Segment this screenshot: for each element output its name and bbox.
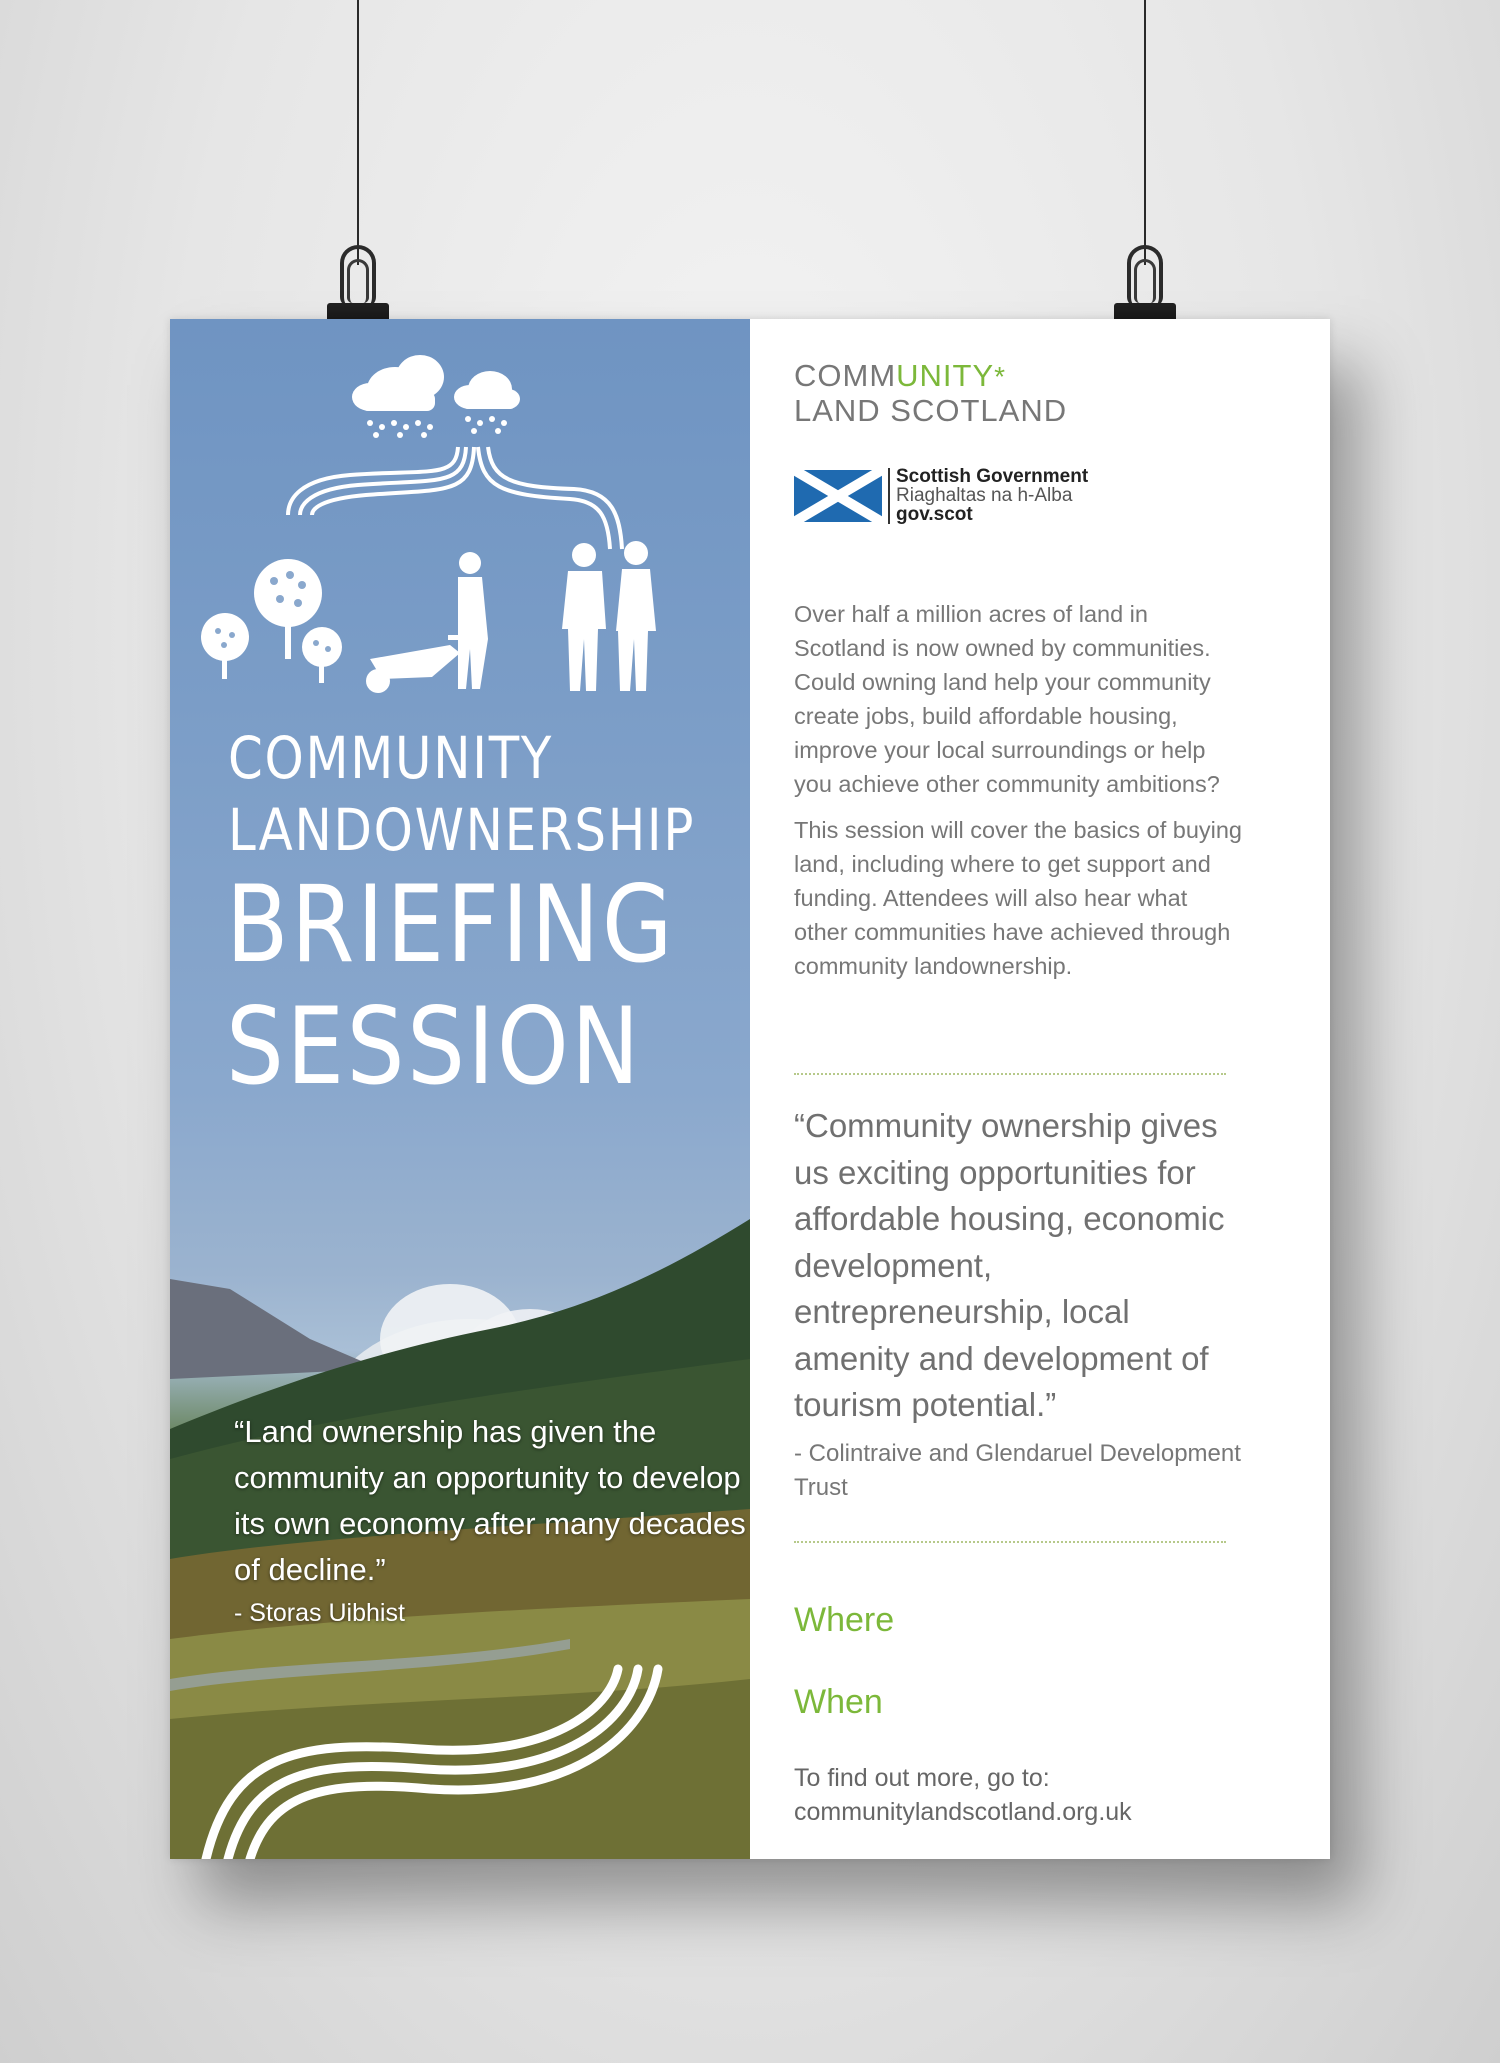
poster-title-community: COMMUNITY [228,724,554,792]
icon-illustration [170,319,750,719]
gov-name-english: Scottish Government [896,466,1089,487]
when-label: When [794,1683,883,1721]
poster-title-briefing: BRIEFING [226,863,676,986]
intro-paragraph: Over half a million acres of land in Scotland is now owned by communities. Could owning land help your community create jobs, build affordable housing, improve your local surroundings or help you achieve other community ambitions? [794,601,1220,797]
logo-text-comm: COMM [794,358,897,393]
where-label: Where [794,1601,895,1639]
divider-top [794,1073,1226,1075]
scottish-government-logo [794,467,1088,524]
poster-title-landownership: LANDOWNERSHIP [228,796,696,864]
divider-bottom [794,1541,1226,1543]
hanging-wire-right [1144,0,1146,265]
poster-title-session: SESSION [226,985,643,1108]
session-paragraph: This session will cover the basics of buying land, including where to get support and funding. Attendees will also hear what other communities have achieved through community landownership. [794,817,1243,979]
logo-separator [888,468,890,524]
website-link[interactable]: communitylandscotland.org.uk [794,1798,1132,1826]
rain-cloud-icon [352,355,520,438]
gov-name-gaelic: Riaghaltas na h-Alba [896,485,1073,506]
gov-website: gov.scot [896,504,973,525]
logo-text-land-scotland: LAND SCOTLAND [794,393,1068,428]
hanging-wire-left [357,0,359,265]
more-info-text: To find out more, go to: [794,1764,1050,1792]
poster [170,319,1330,1859]
logo-star-icon: * [994,361,1007,392]
right-quote-attribution: - Colintraive and Glendaruel Development Trust [794,1440,1241,1501]
right-quote: “Community ownership gives us exciting opportunities for affordable housing, economic development, entrepreneurship, local amenity and development of tourism potential.” [794,1107,1225,1423]
community-land-scotland-logo [794,359,1067,428]
poster-right-panel [750,319,1330,1859]
left-quote-attribution: - Storas Uibhist [234,1599,405,1627]
two-people-icon [562,541,656,691]
poster-left-panel [170,319,750,1859]
saltire-flag-icon [794,470,882,522]
person-wheelbarrow-icon [366,552,488,693]
more-info [794,1761,1132,1829]
logo-text-unity: UNITY [896,358,995,393]
left-quote: “Land ownership has given the community an opportunity to develop its own economy after many decades of decline.” [234,1414,746,1587]
trees-icon [201,559,342,683]
